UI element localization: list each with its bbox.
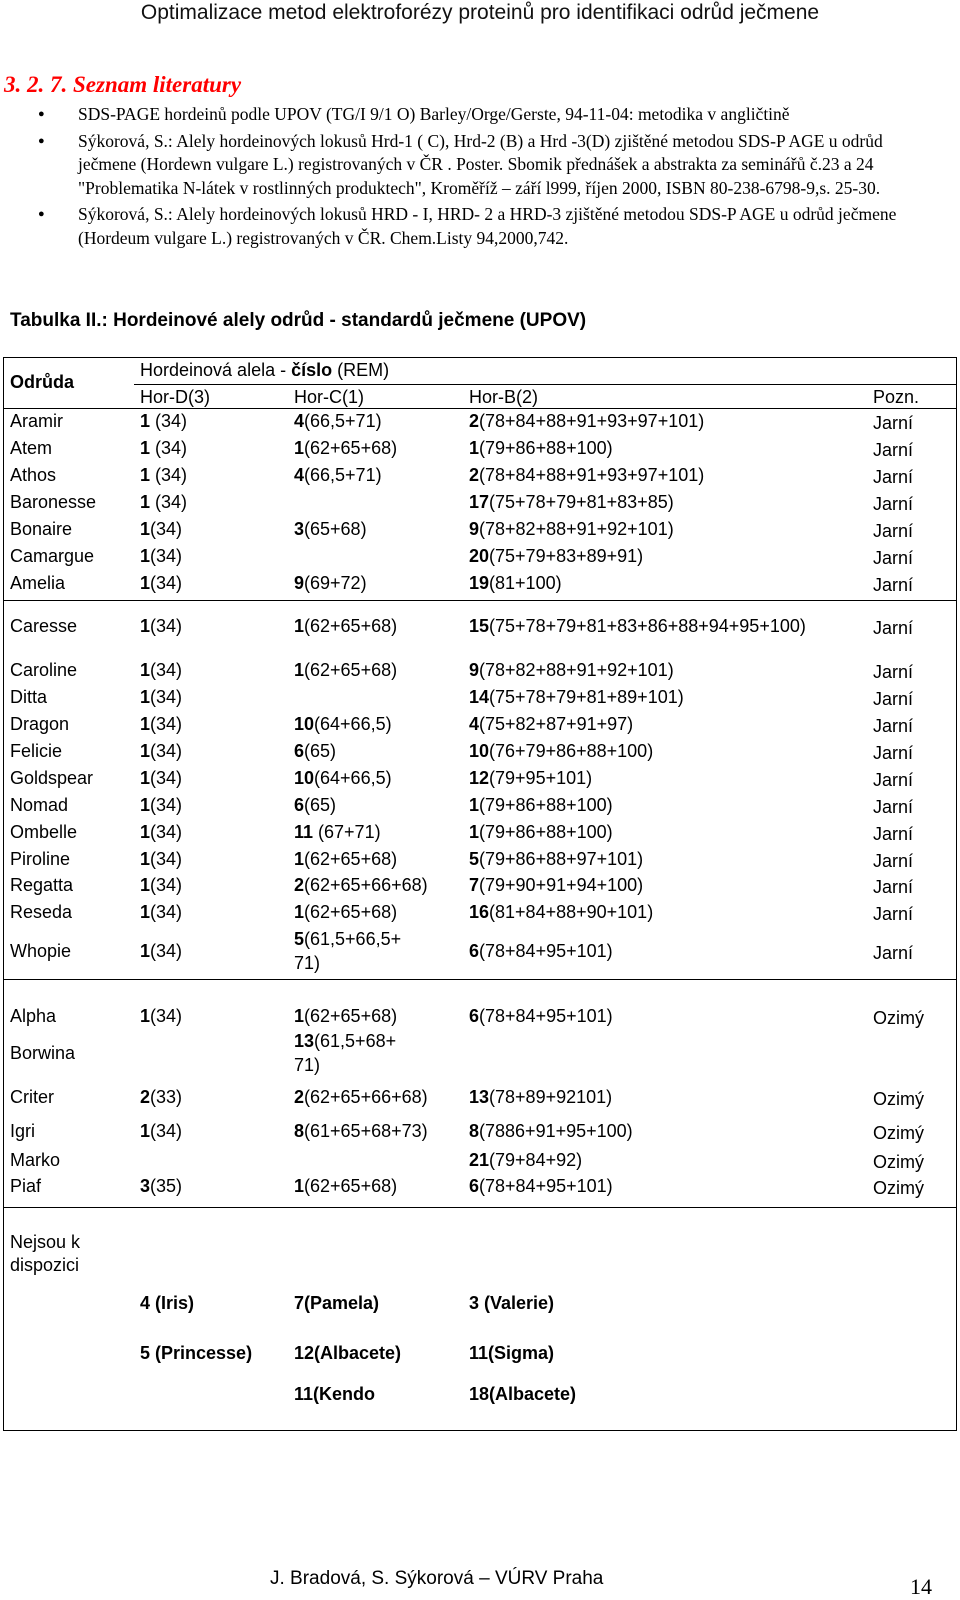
header-allele-group: Hordeinová alela - číslo (REM): [140, 360, 390, 380]
group-separator: [4, 979, 956, 980]
hor-c-value: 8(61+65+68+73): [294, 1121, 428, 1141]
variety-name: Baronesse: [10, 492, 97, 512]
unavailable-variety: 4 (Iris): [140, 1293, 195, 1313]
hor-b-value: 19(81+100): [469, 573, 562, 593]
hor-d-value: 1(34): [140, 1006, 183, 1026]
note-value: Jarní: [873, 904, 914, 924]
note-value: Jarní: [873, 618, 914, 638]
variety-name: Igri: [10, 1121, 36, 1141]
hor-b-value: 2(78+84+88+91+93+97+101): [469, 465, 705, 485]
header-odruda: Odrůda: [10, 372, 75, 392]
variety-name: Amelia: [10, 573, 66, 593]
table-title: Tabulka II.: Hordeinové alely odrůd - standardů ječmene (UPOV): [10, 310, 587, 331]
hor-b-value: 1(79+86+88+100): [469, 822, 613, 842]
hor-d-value: 1(34): [140, 875, 183, 895]
hordein-table: [3, 357, 957, 1431]
hor-d-value: 1 (34): [140, 411, 188, 431]
hor-c-value-cont: 71): [294, 1055, 321, 1075]
note-value: Ozimý: [873, 1123, 924, 1143]
hor-d-value: 1(34): [140, 741, 183, 761]
note-value: Jarní: [873, 943, 914, 963]
hor-d-value: 1(34): [140, 795, 183, 815]
hor-c-value: 4(66,5+71): [294, 465, 382, 485]
note-value: Jarní: [873, 440, 914, 460]
reference-list: [38, 103, 943, 253]
hor-b-value: 21(79+84+92): [469, 1150, 583, 1170]
unavailable-variety: 5 (Princesse): [140, 1343, 253, 1363]
page-header: Optimalizace metod elektroforézy proteinů pro identifikaci odrůd ječmene: [140, 1, 820, 24]
variety-name: Regatta: [10, 875, 74, 895]
unavailable-variety: 3 (Valerie): [469, 1293, 555, 1313]
hor-b-value: 13(78+89+92101): [469, 1087, 613, 1107]
hor-c-value: 10(64+66,5): [294, 768, 392, 788]
note-value: Jarní: [873, 797, 914, 817]
hor-d-value: 2(33): [140, 1087, 183, 1107]
hor-b-value: 17(75+78+79+81+83+85): [469, 492, 674, 512]
note-value: Jarní: [873, 521, 914, 541]
variety-name: Felicie: [10, 741, 63, 761]
unavailable-variety: 7(Pamela): [294, 1293, 380, 1313]
hor-c-value: 11 (67+71): [294, 822, 381, 842]
reference-item: ● Sýkorová, S.: Alely hordeinových lokusů HRD - I, HRD- 2 a HRD-3 zjištěné metodou SDS-P AGE u odrůd ječmene (Hordeum vulgare L.) registrovaných v ČR. Chem.Listy 94,2000,742.: [38, 203, 943, 250]
hor-b-value: 9(78+82+88+91+92+101): [469, 519, 674, 539]
note-value: Jarní: [873, 413, 914, 433]
hor-b-value: 16(81+84+88+90+101): [469, 902, 654, 922]
hor-d-value: 1(34): [140, 768, 183, 788]
header-divider: [134, 384, 956, 385]
hor-c-value: 2(62+65+66+68): [294, 875, 428, 895]
variety-name: Marko: [10, 1150, 61, 1170]
note-value: Jarní: [873, 662, 914, 682]
variety-name: Criter: [10, 1087, 54, 1107]
hor-c-value: 1(62+65+68): [294, 1006, 398, 1026]
hor-c-value: 10(64+66,5): [294, 714, 392, 734]
variety-name: Aramir: [10, 411, 63, 431]
note-value: Jarní: [873, 494, 914, 514]
note-value: Jarní: [873, 743, 914, 763]
variety-name: Goldspear: [10, 768, 94, 788]
hor-c-value: 1(62+65+68): [294, 902, 398, 922]
not-available-label: Nejsou k dispozici: [10, 1232, 81, 1275]
hor-d-value: 1(34): [140, 714, 183, 734]
reference-item: ● Sýkorová, S.: Alely hordeinových lokusů Hrd-1 ( C), Hrd-2 (B) a Hrd -3(D) zjištěné metodou SDS-P AGE u odrůd ječmene (Hordewn vulgare L.) registrovaných v ČR . Poster. Sbomik přednášek a abstrakta za seminářů č.23 a 24 "Problematika N-látek v rostlinných produktech", Kroměříž – září l999, říjen 2000, ISBN 80-238-6798-9,s. 25-30.: [38, 130, 943, 201]
variety-name: Nomad: [10, 795, 69, 815]
unavailable-variety: 11(Kendo: [294, 1384, 376, 1404]
hor-b-value: 12(79+95+101): [469, 768, 593, 788]
hor-c-value: 4(66,5+71): [294, 411, 382, 431]
hor-b-value: 4(75+82+87+91+97): [469, 714, 634, 734]
hor-c-value: 1(62+65+68): [294, 616, 398, 636]
hor-d-value: 1(34): [140, 822, 183, 842]
note-value: Ozimý: [873, 1152, 924, 1172]
hor-d-value: 1(34): [140, 573, 183, 593]
hor-c-value: 3(65+68): [294, 519, 367, 539]
hor-d-value: 3(35): [140, 1176, 183, 1196]
hor-c-value: 1(62+65+68): [294, 849, 398, 869]
footer-authors: J. Bradová, S. Sýkorová – VÚRV Praha: [270, 1568, 604, 1589]
note-value: Jarní: [873, 548, 914, 568]
note-value: Ozimý: [873, 1089, 924, 1109]
variety-name: Piroline: [10, 849, 71, 869]
variety-name: Borwina: [10, 1043, 76, 1063]
hor-b-value: 20(75+79+83+89+91): [469, 546, 644, 566]
variety-name: Athos: [10, 465, 57, 485]
hor-d-value: 1(34): [140, 687, 183, 707]
variety-name: Camargue: [10, 546, 95, 566]
hor-b-value: 1(79+86+88+100): [469, 438, 613, 458]
variety-name: Atem: [10, 438, 53, 458]
hor-b-value: 2(78+84+88+91+93+97+101): [469, 411, 705, 431]
hor-d-value: 1 (34): [140, 492, 188, 512]
hor-c-value: 1(62+65+68): [294, 660, 398, 680]
unavailable-variety: 18(Albacete): [469, 1384, 577, 1404]
hor-b-value: 5(79+86+88+97+101): [469, 849, 644, 869]
variety-name: Piaf: [10, 1176, 42, 1196]
hor-d-value: 1(34): [140, 941, 183, 961]
hor-c-value: 2(62+65+66+68): [294, 1087, 428, 1107]
hor-c-value: 6(65): [294, 741, 337, 761]
note-value: Jarní: [873, 824, 914, 844]
note-value: Jarní: [873, 877, 914, 897]
hor-b-value: 15(75+78+79+81+83+86+88+94+95+100): [469, 616, 806, 636]
variety-name: Bonaire: [10, 519, 73, 539]
variety-name: Caresse: [10, 616, 78, 636]
hor-c-value: 5(61,5+66,5+: [294, 929, 402, 949]
page-number: 14: [910, 1574, 932, 1599]
group-separator: [4, 1207, 956, 1208]
variety-name: Dragon: [10, 714, 70, 734]
header-pozn: Pozn.: [873, 387, 920, 407]
hor-d-value: 1 (34): [140, 465, 188, 485]
unavailable-variety: 12(Albacete): [294, 1343, 402, 1363]
section-heading: 3. 2. 7. Seznam literatury: [4, 72, 242, 97]
note-value: Jarní: [873, 689, 914, 709]
hor-c-value: 13(61,5+68+: [294, 1031, 397, 1051]
hor-d-value: 1(34): [140, 849, 183, 869]
hor-d-value: 1(34): [140, 1121, 183, 1141]
note-value: Jarní: [873, 770, 914, 790]
unavailable-variety: 11(Sigma): [469, 1343, 555, 1363]
note-value: Jarní: [873, 575, 914, 595]
variety-name: Alpha: [10, 1006, 57, 1026]
reference-item: ● SDS-PAGE hordeinů podle UPOV (TG/I 9/1 O) Barley/Orge/Gerste, 94-11-04: metodika v angličtině: [38, 103, 943, 127]
hor-d-value: 1(34): [140, 616, 183, 636]
hor-d-value: 1(34): [140, 660, 183, 680]
hor-c-value: 9(69+72): [294, 573, 367, 593]
note-value: Jarní: [873, 851, 914, 871]
note-value: Ozimý: [873, 1008, 924, 1028]
hor-b-value: 6(78+84+95+101): [469, 941, 613, 961]
hor-b-value: 14(75+78+79+81+89+101): [469, 687, 684, 707]
header-hor-c: Hor-C(1): [294, 387, 364, 407]
variety-name: Ditta: [10, 687, 48, 707]
group-separator: [4, 600, 956, 601]
hor-b-value: 10(76+79+86+88+100): [469, 741, 654, 761]
variety-name: Reseda: [10, 902, 73, 922]
hor-d-value: 1(34): [140, 546, 183, 566]
header-hor-b: Hor-B(2): [469, 387, 539, 407]
header-hor-d: Hor-D(3): [140, 387, 210, 407]
hor-b-value: 8(7886+91+95+100): [469, 1121, 633, 1141]
hor-c-value: 6(65): [294, 795, 337, 815]
hor-b-value: 9(78+82+88+91+92+101): [469, 660, 674, 680]
hor-b-value: 7(79+90+91+94+100): [469, 875, 644, 895]
note-value: Jarní: [873, 716, 914, 736]
hor-c-value: 1(62+65+68): [294, 438, 398, 458]
hor-c-value-cont: 71): [294, 953, 321, 973]
variety-name: Caroline: [10, 660, 78, 680]
hor-d-value: 1(34): [140, 519, 183, 539]
hor-b-value: 6(78+84+95+101): [469, 1176, 613, 1196]
hor-b-value: 6(78+84+95+101): [469, 1006, 613, 1026]
hor-d-value: 1 (34): [140, 438, 188, 458]
header-bottom-line: [4, 408, 956, 409]
variety-name: Ombelle: [10, 822, 78, 842]
note-value: Jarní: [873, 467, 914, 487]
variety-name: Whopie: [10, 941, 72, 961]
hor-d-value: 1(34): [140, 902, 183, 922]
hor-c-value: 1(62+65+68): [294, 1176, 398, 1196]
hor-b-value: 1(79+86+88+100): [469, 795, 613, 815]
note-value: Ozimý: [873, 1178, 924, 1198]
